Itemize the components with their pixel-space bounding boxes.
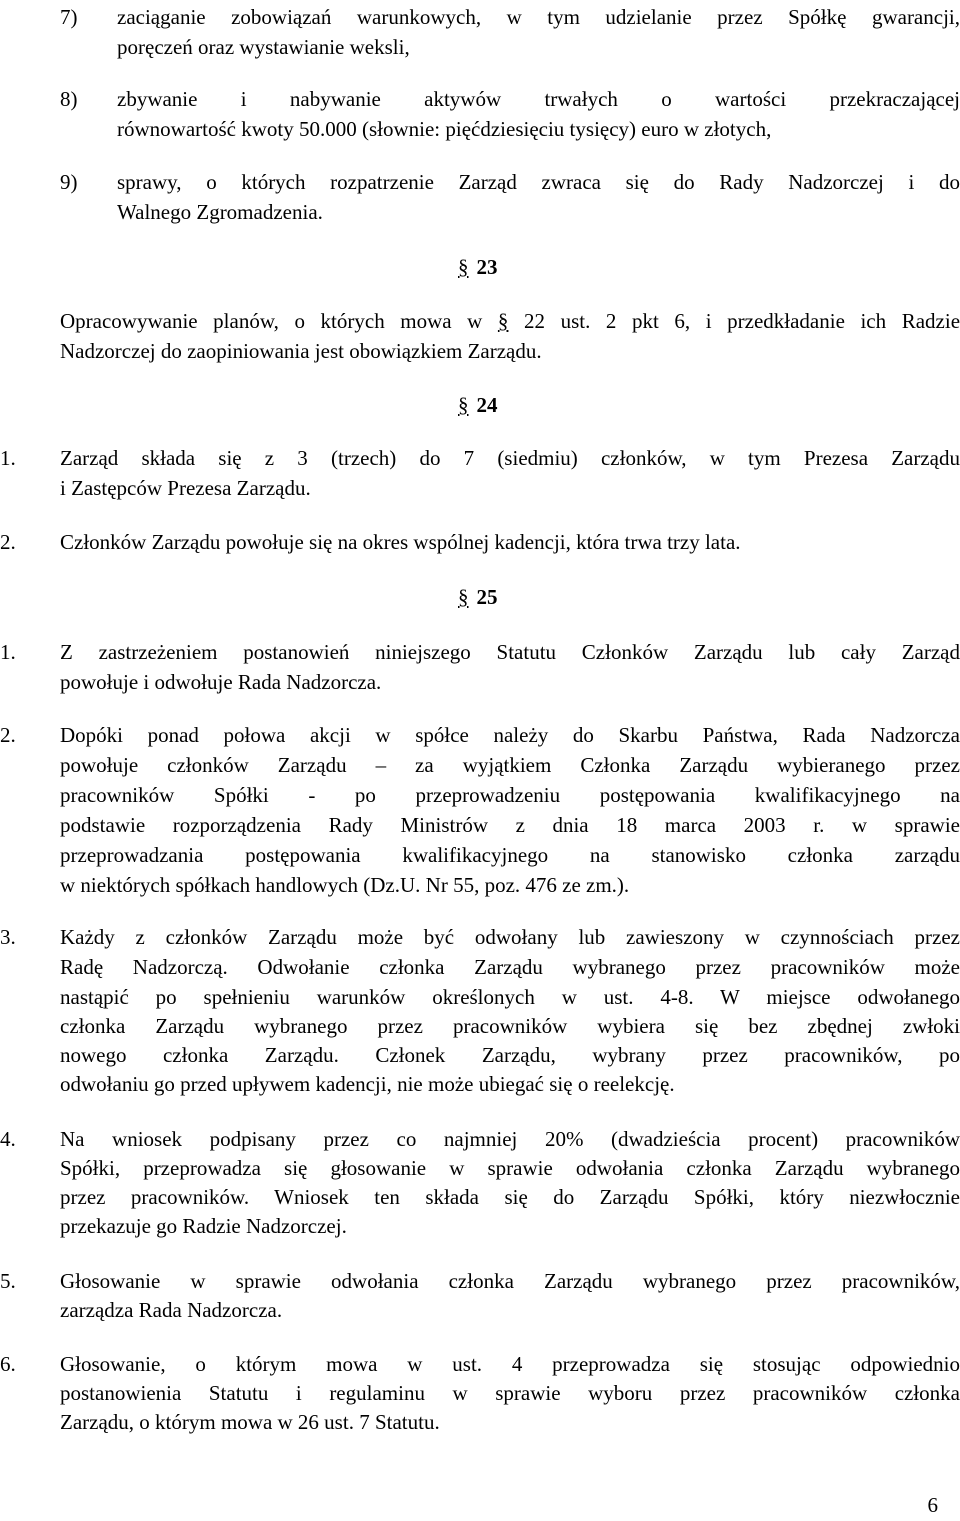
list-item-number: 1. xyxy=(0,446,16,470)
section-symbol: § xyxy=(458,393,469,417)
list-item-line: Głosowanie, o którym mowa w ust. 4 przeprowadza się stosując odpowiednio xyxy=(60,1352,960,1376)
list-item-line: w niektórych spółkach handlowych (Dz.U. Nr 55, poz. 476 ze zm.). xyxy=(60,873,630,897)
list-item-line: zaciąganie zobowiązań warunkowych, w tym udzielanie przez Spółkę gwarancji, xyxy=(117,5,960,29)
list-item-line: przeprowadzania postępowania kwalifikacyjnego na stanowisko członka zarządu xyxy=(60,843,960,867)
list-item-line: postanowienia Statutu i regulaminu w sprawie wyboru przez pracowników członka xyxy=(60,1381,960,1405)
list-item-number: 9) xyxy=(60,170,78,194)
list-item-number: 1. xyxy=(0,640,16,664)
list-item-line: Zarząd składa się z 3 (trzech) do 7 (siedmiu) członków, w tym Prezesa Zarządu xyxy=(60,446,960,470)
list-item-line: powołuje i odwołuje Rada Nadzorcza. xyxy=(60,670,382,694)
list-item-line: podstawie rozporządzenia Rady Ministrów z dnia 18 marca 2003 r. w sprawie xyxy=(60,813,960,837)
section-symbol: § xyxy=(458,255,469,279)
section-number: 25 xyxy=(476,585,498,609)
list-item-line: poręczeń oraz wystawianie weksli, xyxy=(117,35,410,59)
list-item-line: Każdy z członków Zarządu może być odwołany lub zawieszony w czynnościach przez xyxy=(60,925,960,949)
page-number: 6 xyxy=(927,1493,938,1517)
list-item-line: Głosowanie w sprawie odwołania członka Zarządu wybranego przez pracowników, xyxy=(60,1269,960,1293)
list-item-line: pracowników Spółki - po przeprowadzeniu postępowania kwalifikacyjnego na xyxy=(60,783,960,807)
section-heading-25 xyxy=(458,582,498,612)
list-item-line: odwołaniu go przed upływem kadencji, nie może ubiegać się o reelekcję. xyxy=(60,1072,675,1096)
list-item-line: Dopóki ponad połowa akcji w spółce należy do Skarbu Państwa, Rada Nadzorcza xyxy=(60,723,960,747)
list-item-line: zbywanie i nabywanie aktywów trwałych o wartości przekraczającej xyxy=(117,87,960,111)
list-item-line: powołuje członków Zarządu – za wyjątkiem Członka Zarządu wybieranego przez xyxy=(60,753,960,777)
list-item-line: Spółki, przeprowadza się głosowanie w sprawie odwołania członka Zarządu wybranego xyxy=(60,1156,960,1180)
list-item-line: nastąpić po spełnieniu warunków określonych w ust. 4-8. W miejsce odwołanego xyxy=(60,985,960,1009)
list-item-line: przez pracowników. Wniosek ten składa się do Zarządu Spółki, który niezwłocznie xyxy=(60,1185,960,1209)
section-symbol-inline: § xyxy=(497,309,509,333)
list-item-line: zarządza Rada Nadzorcza. xyxy=(60,1298,283,1322)
list-item-line: członka Zarządu wybranego przez pracowników wybiera się bez zbędnej zwłoki xyxy=(60,1014,960,1038)
list-item-line: Na wniosek podpisany przez co najmniej 20% (dwadzieścia procent) pracowników xyxy=(60,1127,960,1151)
list-item-line: nowego członka Zarządu. Członek Zarządu, wybrany przez pracowników, po xyxy=(60,1043,960,1067)
list-item-number: 4. xyxy=(0,1127,16,1151)
list-item-number: 6. xyxy=(0,1352,16,1376)
list-item-line: Walnego Zgromadzenia. xyxy=(117,200,323,224)
list-item-line: równowartość kwoty 50.000 (słownie: pięćdziesięciu tysięcy) euro w złotych, xyxy=(117,117,772,141)
section-heading-23 xyxy=(458,252,498,282)
section-symbol: § xyxy=(458,585,469,609)
list-item-number: 2. xyxy=(0,530,16,554)
list-item-line: i Zastępców Prezesa Zarządu. xyxy=(60,476,311,500)
paragraph-line: Nadzorczej do zaopiniowania jest obowiązkiem Zarządu. xyxy=(60,339,542,363)
list-item-line: Radę Nadzorczą. Odwołanie członka Zarządu wybranego przez pracowników może xyxy=(60,955,960,979)
list-item-number: 2. xyxy=(0,723,16,747)
list-item-line: Z zastrzeżeniem postanowień niniejszego Statutu Członków Zarządu lub cały Zarząd xyxy=(60,640,960,664)
list-item-line: przekazuje go Radzie Nadzorczej. xyxy=(60,1214,347,1238)
list-item-line: Członków Zarządu powołuje się na okres wspólnej kadencji, która trwa trzy lata. xyxy=(60,530,741,554)
list-item-number: 7) xyxy=(60,5,78,29)
paragraph-text: 22 ust. 2 pkt 6, i przedkładanie ich Radzie xyxy=(524,309,960,333)
section-number: 23 xyxy=(476,255,498,279)
list-item-number: 8) xyxy=(60,87,78,111)
section-number: 24 xyxy=(476,393,498,417)
list-item-number: 3. xyxy=(0,925,16,949)
paragraph-line xyxy=(60,306,960,336)
list-item-line: Zarządu, o którym mowa w 26 ust. 7 Statutu. xyxy=(60,1410,440,1434)
list-item-line: sprawy, o których rozpatrzenie Zarząd zwraca się do Rady Nadzorczej i do xyxy=(117,170,960,194)
list-item-number: 5. xyxy=(0,1269,16,1293)
paragraph-text: Opracowywanie planów, o których mowa w xyxy=(60,309,483,333)
section-heading-24 xyxy=(458,390,498,420)
